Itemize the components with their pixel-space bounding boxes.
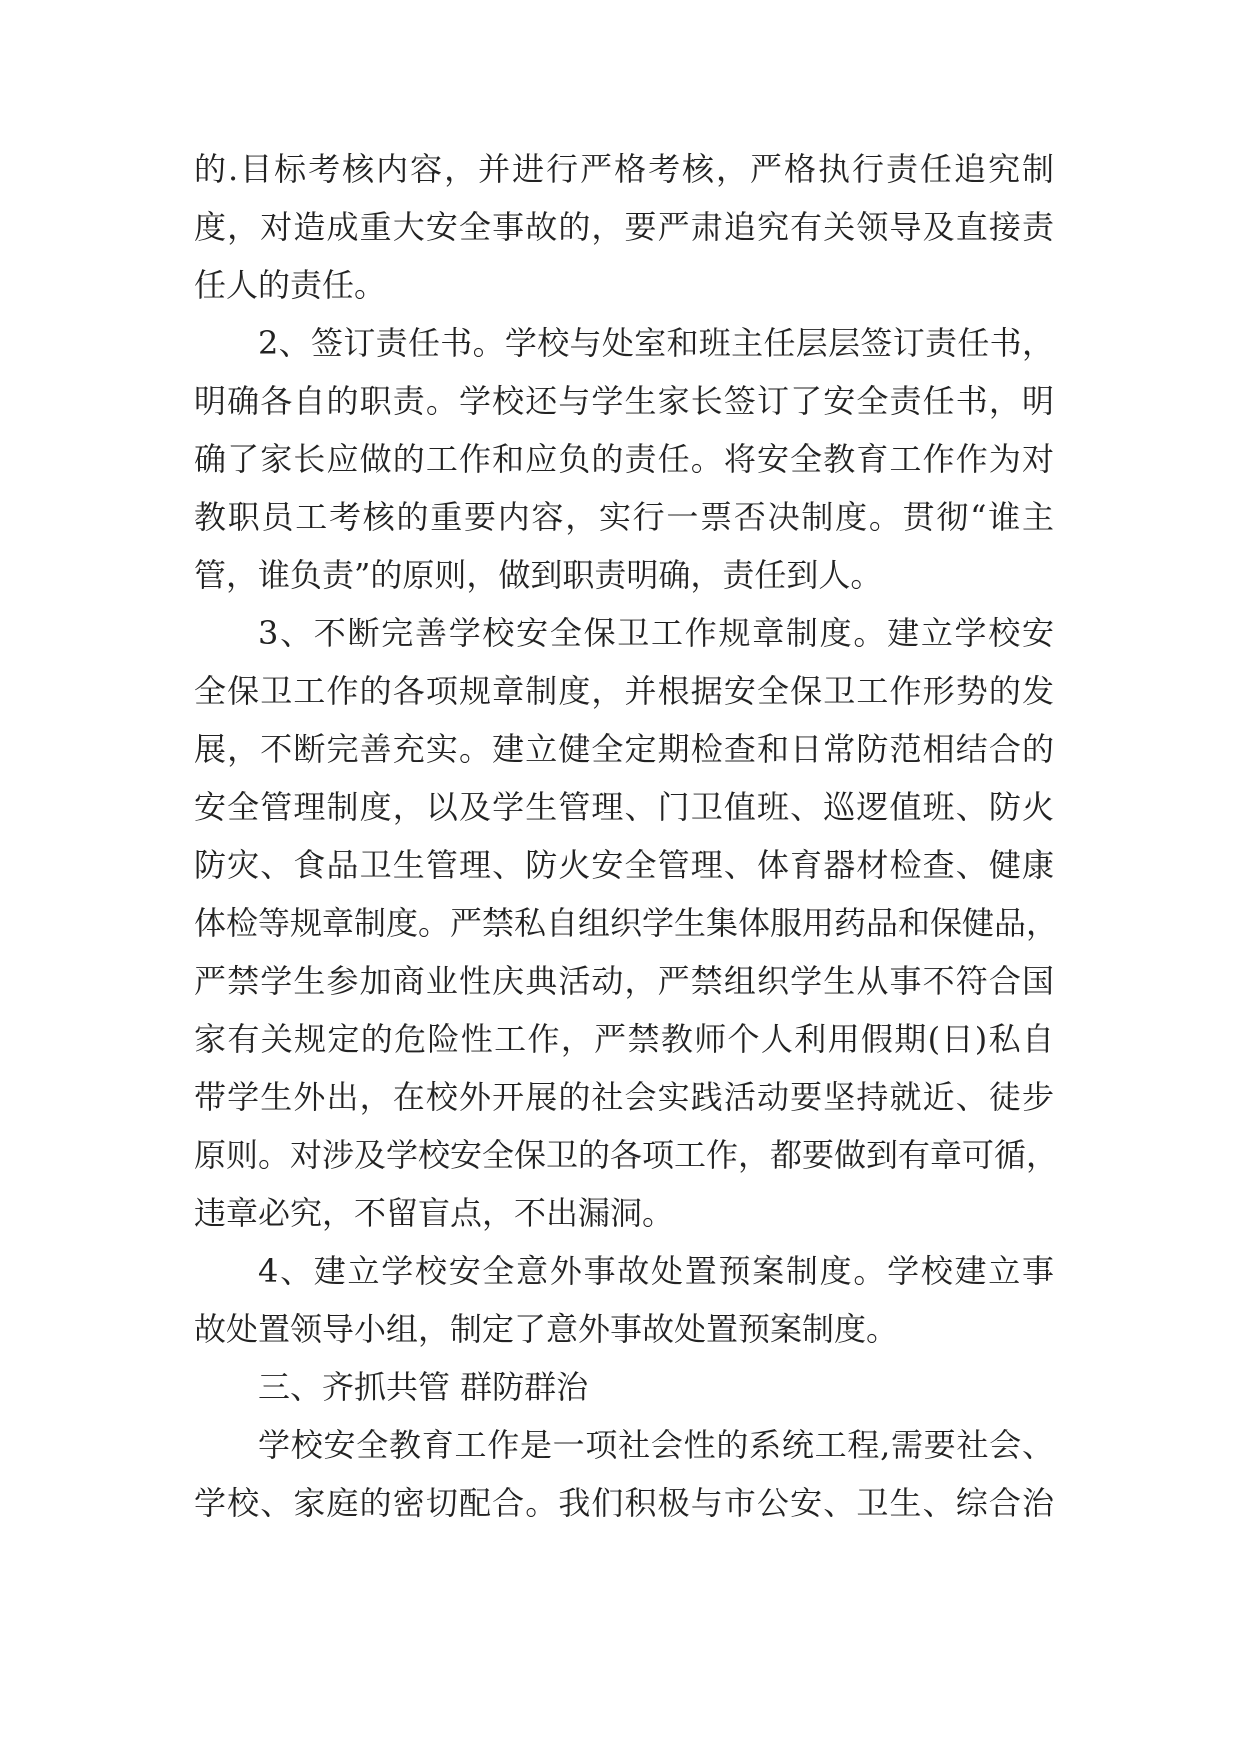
text-line: 带学生外出，在校外开展的社会实践活动要坚持就近、徒步 xyxy=(194,1078,1054,1116)
paragraph-3-first-line: 3、不断完善学校安全保卫工作规章制度。建立学校安 xyxy=(258,614,1054,652)
document-body xyxy=(194,140,1059,1532)
text-line: 度，对造成重大安全事故的，要严肃追究有关领导及直接责 xyxy=(194,208,1054,246)
text-line: 严禁学生参加商业性庆典活动，严禁组织学生从事不符合国 xyxy=(194,962,1054,1000)
text-line: 展，不断完善充实。建立健全定期检查和日常防范相结合的 xyxy=(194,730,1054,768)
text-line: 明确各自的职责。学校还与学生家长签订了安全责任书，明 xyxy=(194,382,1054,420)
text-line: 违章必究，不留盲点，不出漏洞。 xyxy=(194,1194,675,1232)
section-heading: 三、齐抓共管 群防群治 xyxy=(258,1368,589,1406)
text-line: 管，谁负责”的原则，做到职责明确，责任到人。 xyxy=(194,556,883,594)
text-line: 防灾、食品卫生管理、防火安全管理、体育器材检查、健康 xyxy=(194,846,1054,884)
text-line: 的.目标考核内容，并进行严格考核，严格执行责任追究制 xyxy=(194,150,1054,188)
text-line: 故处置领导小组，制定了意外事故处置预案制度。 xyxy=(194,1310,899,1348)
text-line: 家有关规定的危险性工作，严禁教师个人利用假期(日)私自 xyxy=(194,1020,1054,1058)
paragraph-2-first-line: 2、签订责任书。学校与处室和班主任层层签订责任书， xyxy=(258,324,1054,362)
text-line: 安全管理制度，以及学生管理、门卫值班、巡逻值班、防火 xyxy=(194,788,1054,826)
text-line: 学校、家庭的密切配合。我们积极与市公安、卫生、综合治 xyxy=(194,1484,1054,1522)
text-line: 体检等规章制度。严禁私自组织学生集体服用药品和保健品， xyxy=(194,904,1059,942)
text-line: 任人的责任。 xyxy=(194,266,387,304)
text-line: 确了家长应做的工作和应负的责任。将安全教育工作作为对 xyxy=(194,440,1054,478)
text-line: 全保卫工作的各项规章制度，并根据安全保卫工作形势的发 xyxy=(194,672,1054,710)
paragraph-4-first-line: 4、建立学校安全意外事故处置预案制度。学校建立事 xyxy=(258,1252,1054,1290)
paragraph-5-first-line: 学校安全教育工作是一项社会性的系统工程,需要社会、 xyxy=(258,1426,1054,1464)
text-line: 教职员工考核的重要内容，实行一票否决制度。贯彻“谁主 xyxy=(194,498,1054,536)
text-line: 原则。对涉及学校安全保卫的各项工作，都要做到有章可循， xyxy=(194,1136,1059,1174)
